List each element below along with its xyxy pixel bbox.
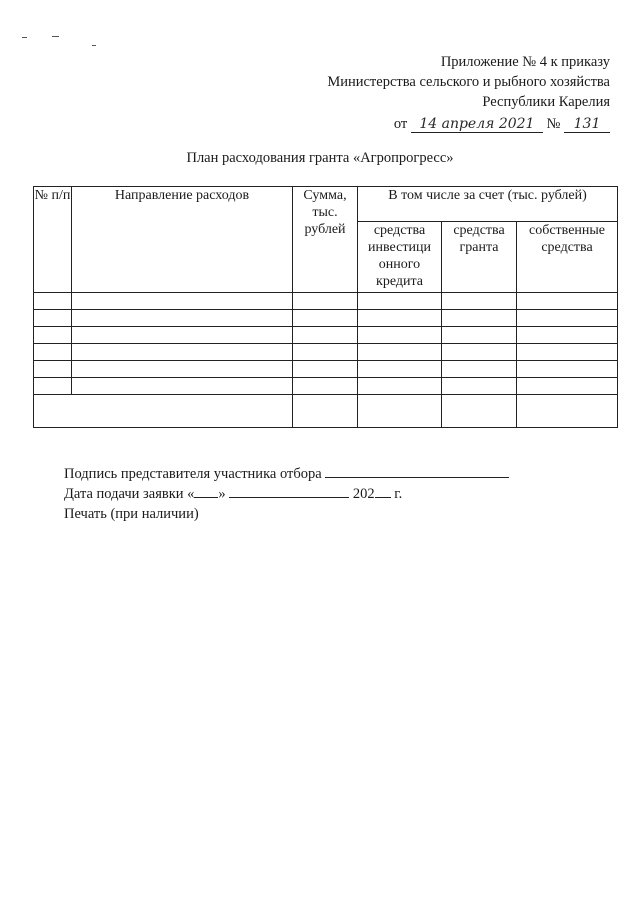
application-date-label: Дата подачи заявки <box>64 486 184 502</box>
cell[interactable] <box>72 293 293 310</box>
cell[interactable] <box>517 378 618 395</box>
cell[interactable] <box>358 344 442 361</box>
day-blank[interactable] <box>194 484 218 498</box>
table-row <box>34 344 618 361</box>
cell[interactable] <box>34 378 72 395</box>
cell[interactable] <box>34 293 72 310</box>
cell[interactable] <box>293 378 358 395</box>
cell[interactable] <box>358 378 442 395</box>
table-row <box>34 293 618 310</box>
scan-speck <box>22 37 27 38</box>
cell[interactable] <box>72 327 293 344</box>
year-prefix: 202 <box>352 486 375 502</box>
cell[interactable] <box>517 344 618 361</box>
seal-line: Печать (при наличии) <box>64 506 199 522</box>
cell[interactable] <box>442 344 517 361</box>
signature-blank[interactable] <box>325 464 509 478</box>
representative-signature-line <box>64 464 509 484</box>
handwritten-number: 131 <box>564 116 610 133</box>
total-label-cell[interactable] <box>34 395 293 428</box>
date-prefix: от <box>393 116 408 132</box>
cell[interactable] <box>517 327 618 344</box>
cell[interactable] <box>34 310 72 327</box>
cell[interactable] <box>517 361 618 378</box>
cell[interactable] <box>34 327 72 344</box>
table-row <box>34 310 618 327</box>
cell[interactable] <box>72 378 293 395</box>
cell[interactable] <box>442 327 517 344</box>
document-title: План расходования гранта «Агропрогресс» <box>186 150 454 166</box>
cell[interactable] <box>442 361 517 378</box>
col-header-sum: Сумма, тыс. рублей <box>293 187 358 293</box>
cell[interactable] <box>293 293 358 310</box>
col-header-investment-credit: средства инвестици онного кредита <box>358 222 442 293</box>
signature-block <box>64 464 509 524</box>
cell[interactable] <box>442 293 517 310</box>
cell[interactable] <box>517 293 618 310</box>
cell[interactable] <box>358 310 442 327</box>
year-suffix: г. <box>394 486 403 502</box>
quote-close: » <box>218 486 226 502</box>
col-header-including: В том числе за счет (тыс. рублей) <box>358 187 618 222</box>
cell[interactable] <box>293 344 358 361</box>
cell[interactable] <box>72 310 293 327</box>
cell[interactable] <box>358 395 442 428</box>
representative-signature-label: Подпись представителя участника отбора <box>64 466 322 482</box>
col-header-own-funds: собственные средства <box>517 222 618 293</box>
expense-plan-table <box>33 186 618 428</box>
month-blank[interactable] <box>229 484 349 498</box>
scan-speck <box>52 36 59 37</box>
cell[interactable] <box>358 293 442 310</box>
appendix-line-2: Министерства сельского и рыбного хозяйства <box>327 74 610 90</box>
table-row <box>34 327 618 344</box>
table-total-row <box>34 395 618 428</box>
cell[interactable] <box>72 344 293 361</box>
quote-open: « <box>187 486 195 502</box>
handwritten-date: 14 апреля 2021 <box>411 116 543 133</box>
appendix-line-1: Приложение № 4 к приказу <box>440 54 610 70</box>
cell[interactable] <box>293 327 358 344</box>
cell[interactable] <box>34 361 72 378</box>
col-header-direction: Направление расходов <box>72 187 293 293</box>
col-header-grant-funds: средства гранта <box>442 222 517 293</box>
appendix-line-3: Республики Карелия <box>482 94 610 110</box>
order-date-line <box>327 114 610 134</box>
number-label: № <box>546 116 561 132</box>
year-blank[interactable] <box>375 484 391 498</box>
cell[interactable] <box>293 361 358 378</box>
cell[interactable] <box>293 395 358 428</box>
cell[interactable] <box>358 327 442 344</box>
application-date-line <box>64 484 509 504</box>
col-header-number: № п/п <box>34 187 72 293</box>
cell[interactable] <box>517 310 618 327</box>
cell[interactable] <box>442 395 517 428</box>
table-row <box>34 378 618 395</box>
table-header-row <box>34 187 618 222</box>
cell[interactable] <box>517 395 618 428</box>
appendix-header <box>327 52 610 134</box>
cell[interactable] <box>358 361 442 378</box>
scan-speck <box>92 45 96 46</box>
cell[interactable] <box>34 344 72 361</box>
cell[interactable] <box>293 310 358 327</box>
cell[interactable] <box>442 310 517 327</box>
cell[interactable] <box>442 378 517 395</box>
cell[interactable] <box>72 361 293 378</box>
table-row <box>34 361 618 378</box>
